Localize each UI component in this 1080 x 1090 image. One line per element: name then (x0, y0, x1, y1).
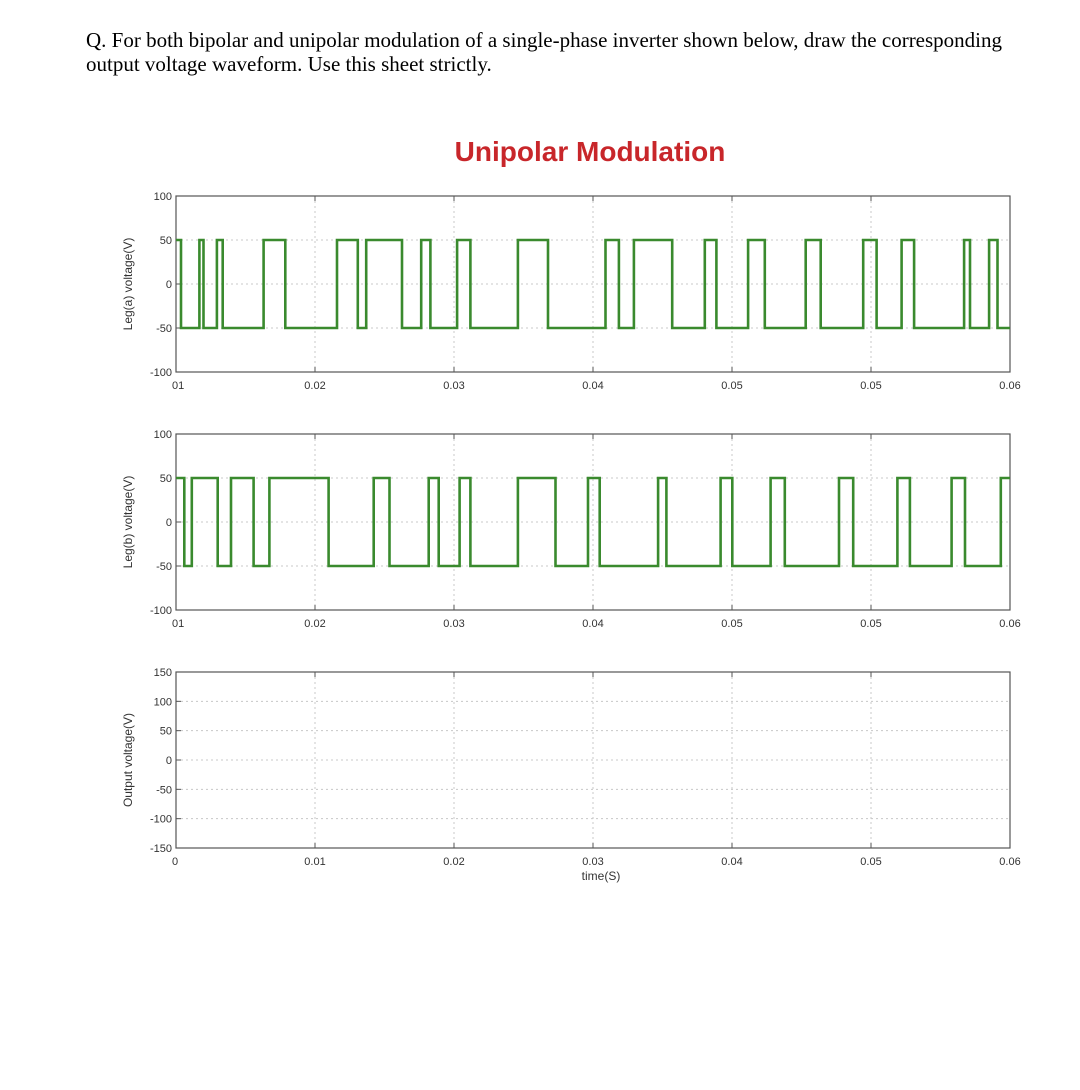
x-tick-label: 0.02 (304, 618, 326, 630)
x-tick-label: 0.04 (721, 856, 743, 868)
y-tick-label: 100 (153, 696, 172, 709)
x-tick-label: 0.05 (860, 618, 882, 630)
x-tick-label: 0.05 (860, 380, 882, 392)
plot-title: Unipolar Modulation (454, 136, 726, 167)
y-tick-label: 100 (153, 191, 172, 203)
x-tick-label: 0.06 (999, 618, 1021, 630)
x-tick-label: 0.04 (582, 618, 604, 630)
x-tick-label: 0.06 (999, 380, 1021, 392)
x-tick-label: 0.03 (443, 618, 465, 630)
x-tick-label: 0.01 (304, 856, 326, 868)
y-tick-label: -100 (149, 813, 172, 826)
x-tick-label: 0.02 (443, 856, 465, 868)
y-tick-label: 50 (159, 473, 172, 485)
y-tick-label: 0 (165, 755, 172, 767)
y-tick-label: -50 (156, 561, 172, 573)
plot-panel-3 (121, 667, 1021, 883)
y-tick-label: 50 (159, 725, 172, 738)
y-tick-label: 50 (159, 235, 172, 247)
x-tick-label: 0.05 (721, 380, 743, 392)
y-tick-label: -100 (149, 367, 172, 379)
y-tick-label: -50 (156, 784, 172, 797)
x-tick-label: 0.05 (721, 618, 743, 630)
y-axis-label: Output voltage(V) (121, 712, 135, 808)
x-tick-label: 0.06 (999, 856, 1021, 868)
y-tick-label: 150 (153, 667, 172, 679)
plot-panel-1 (121, 191, 1021, 392)
y-tick-label: 100 (153, 429, 172, 441)
y-tick-label: -150 (149, 843, 172, 855)
x-tick-label: 0.02 (304, 380, 326, 392)
y-tick-label: 0 (165, 517, 172, 529)
y-axis-label: Leg(a) voltage(V) (121, 237, 135, 331)
y-tick-label: -50 (156, 323, 172, 335)
x-tick-label: 0.03 (443, 380, 465, 392)
x-tick-label: 0.03 (582, 856, 604, 868)
x-tick-label: 01 (172, 380, 185, 392)
y-tick-label: 0 (165, 279, 172, 291)
plot-panel-2 (121, 429, 1021, 630)
question-text: Q. For both bipolar and unipolar modulation of a single-phase inverter shown below, draw the corresponding output voltage waveform. Use this sheet strictly. (86, 28, 1003, 76)
y-tick-label: -100 (149, 605, 172, 617)
x-tick-label: 0.04 (582, 380, 604, 392)
x-tick-label: 0 (172, 856, 179, 868)
x-tick-label: 0.05 (860, 856, 882, 868)
x-axis-label: time(S) (581, 869, 621, 883)
x-tick-label: 01 (172, 618, 185, 630)
y-axis-label: Leg(b) voltage(V) (121, 475, 135, 569)
